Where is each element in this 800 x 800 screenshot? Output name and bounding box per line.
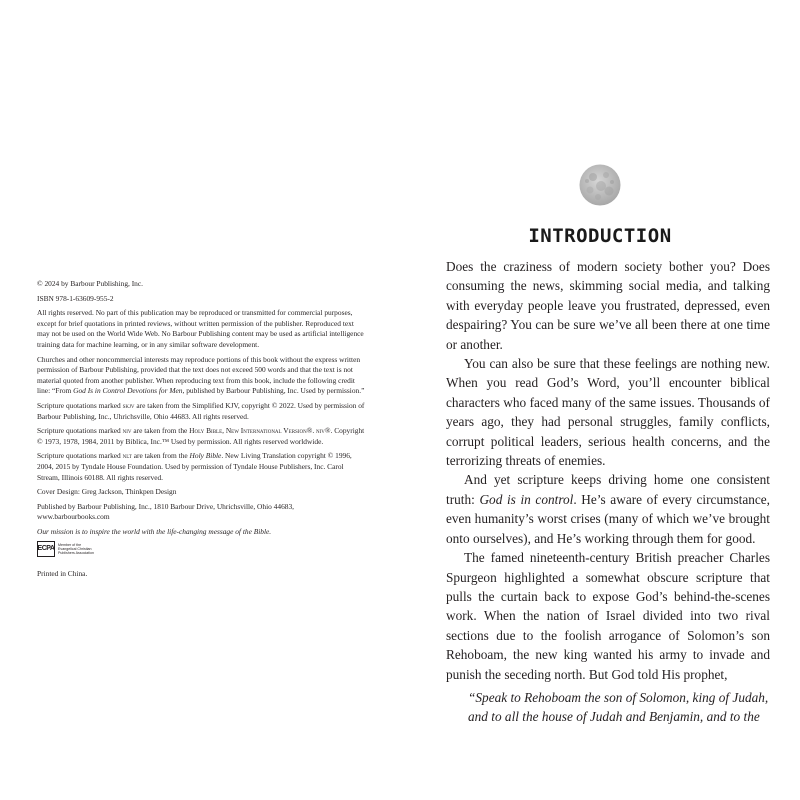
nlt-paragraph [37,451,367,483]
paragraph-4: The famed nineteenth-century British preacher Charles Spurgeon highlighted a somewhat obscure scripture that pulls the curtain back to expose God’s behind-the-scenes work. When the nation of Israel divided into two rival sections due to the foolish arrogance of Solomon’s son Rehoboam, the new king wanted his army to invade and punish the seceding north. But God told His prophet, [446,550,770,682]
niv-text-1: Scripture quotations marked [37,426,123,436]
niv-abbr-2: niv [316,426,325,436]
nlt-abbr: nlt [122,451,132,461]
churches-text-2: , published by Barbour Publishing, Inc. Used by permission.” [182,386,365,396]
nlt-text-1: Scripture quotations marked [37,451,123,461]
nlt-text-3: . New Living Translation copyright © 1996, 2004, 2015 by Tyndale House Foundation. Used by permission of Tyndale House Publishers, Inc. Carol Stream, Illinois 60188. All rights reserved. [37,451,352,482]
moon-icon [579,164,621,206]
copyright-line: © 2024 by Barbour Publishing, Inc. [37,279,143,288]
copyright-block [37,279,367,584]
introduction-body [446,257,770,727]
niv-abbr: niv [122,426,132,436]
ecpa-logo-icon: ECPA [37,541,55,557]
paragraph-3-text-b: . He’s aware of every circumstance, even humanity’s worst crises (many of which we’ve brought onto ourselves), and He’s working through them for good. [446,491,770,546]
skjv-abbr: skjv [122,400,135,410]
niv-bible-name: Holy Bible, New International Version [189,426,307,436]
book-title: God Is in Control Devotions for Men [73,386,183,396]
skjv-text-1: Scripture quotations marked [37,400,123,410]
niv-paragraph [37,426,367,447]
chapter-title: INTRODUCTION [528,225,672,247]
cover-design-line: Cover Design: Greg Jackson, Thinkpen Design [37,487,177,497]
paragraph-3-text-a: And yet scripture keeps driving home one consistent truth: [446,472,770,507]
mission-line: Our mission is to inspire the world with the life-changing message of the Bible. [37,526,272,536]
rights-paragraph: All rights reserved. No part of this publication may be reproduced or transmitted for commercial purposes, except for brief quotations in printed reviews, without written permission of the publisher. Reproduced text may not be used on the World Wide Web. No Barbour Publishing content may be used as artificial intelligence training data for machine learning, or in any similar software development. [37,308,364,349]
printed-line: Printed in China. [37,569,88,579]
niv-text-4: ®. Copyright © 1973, 1978, 1984, 2011 by Biblica, Inc.™ Used by permission. All rights reserved worldwide. [37,426,365,446]
paragraph-2: You can also be sure that these feelings are nothing new. When you read God’s Word, you’ll encounter biblical characters who faced many of the same issues. Thousands of years ago, they had personal struggles, family conflicts, corrupt political leaders, serious health concerns, and the terrorizing threats of enemies. [446,356,770,469]
publisher-line: Published by Barbour Publishing, Inc., 1810 Barbour Drive, Uhrichsville, Ohio 44683, www.barbourbooks.com [37,501,295,522]
ecpa-logo [37,541,367,557]
scripture-quote: “Speak to Rehoboam the son of Solomon, king of Judah, and to all the house of Judah and Benjamin, and to the [468,689,769,725]
paragraph-3 [446,470,770,548]
niv-text-3: ®. [306,426,317,436]
ecpa-logo-text: Member of the Evangelical Christian Publishers Association [58,543,94,556]
churches-paragraph [37,355,367,397]
niv-text-2: are taken from the [131,426,190,436]
paragraph-3-emphasis: God is in control [479,491,574,507]
introduction-page [400,0,800,800]
skjv-paragraph [37,401,367,422]
skjv-text-2: are taken from the Simplified KJV, copyright © 2022. Used by permission of Barbour Publishing, Inc., Uhrichsville, Ohio 44683. All rights reserved. [37,400,365,421]
churches-text-1: Churches and other noncommercial interests may reproduce portions of this book without the express written permission of Barbour Publishing, provided that the text does not exceed 500 words and that the text is not material quoted from another publisher. When reproducing text from this book, include the following credit line: “From [37,354,361,396]
nlt-bible-name: Holy Bible [189,451,222,461]
isbn-line: ISBN 978-1-63609-955-2 [37,293,114,303]
nlt-text-2: are taken from the [131,451,190,461]
paragraph-1: Does the craziness of modern society bother you? Does consuming the news, skimming social media, and talking with everyday people leave you frustrated, depressed, even despairing? You can be sure we’ve all been there at one time or another. [446,259,770,352]
